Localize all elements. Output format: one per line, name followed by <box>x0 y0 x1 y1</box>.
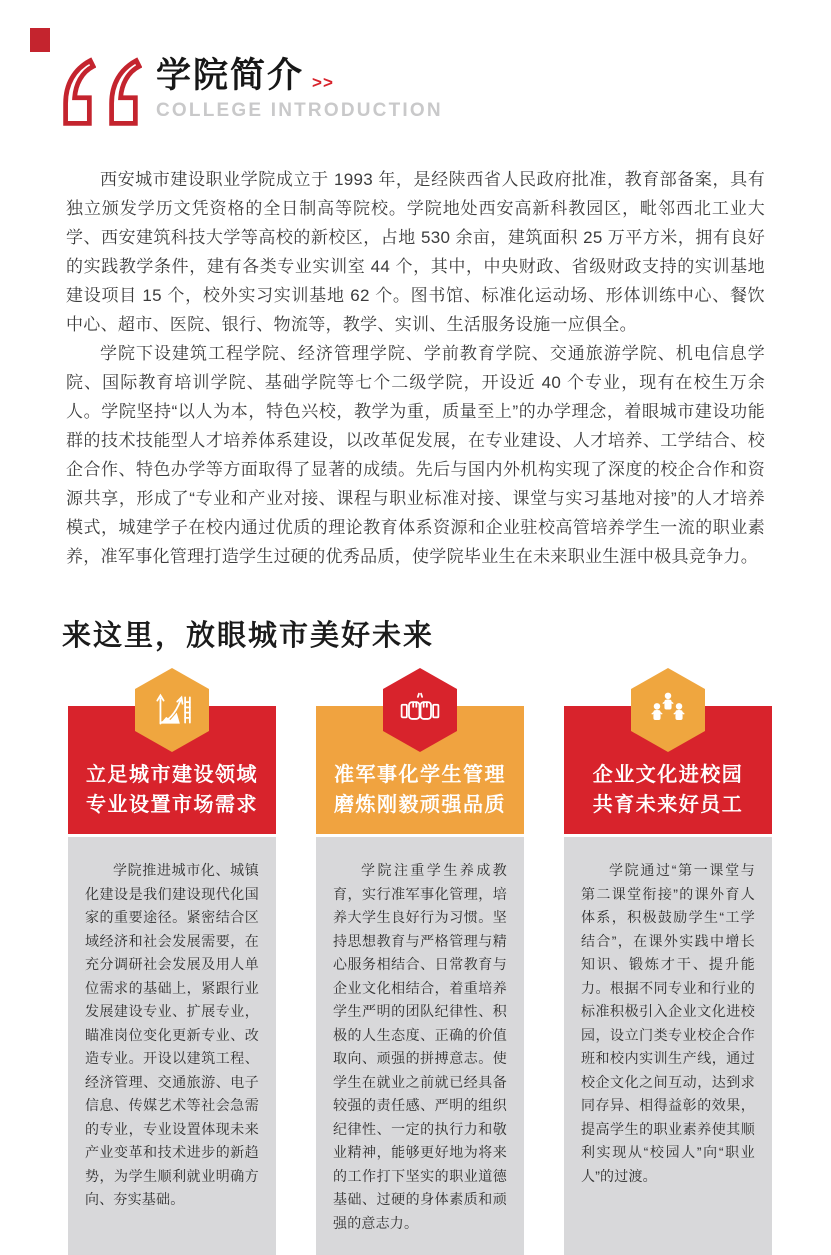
red-corner-square <box>30 28 50 52</box>
card-specialty-setup <box>68 668 276 1255</box>
card-title-line1: 企业文化进校园 <box>592 764 744 786</box>
card-enterprise-culture <box>564 668 772 1255</box>
card-title-line2: 专业设置市场需求 <box>86 794 258 816</box>
quote-mark-icon <box>104 55 142 129</box>
intro-paragraph: 西安城市建设职业学院成立于 1993 年，是经陕西省人民政府批准，教育部备案，具有独立颁发学历文凭资格的全日制高等院校。学院地处西安高新科教园区，毗邻西北工业大学、西安建筑科技大学等高校的新校区，占地 530 余亩，建筑面积 25 万平方米，拥有良好的实践教学条件，建有各类专业实训室 44 个，其中，中央财政、省级财政支持的实训基地建设项目 15 个，校外实习实训基地 62 个。图书馆、标准化运动场、形体训练中心、餐饮中心、超市、医院、银行、物流等，教学、实训、生活服务设施一应俱全。 <box>66 170 765 334</box>
card-title-line1: 准军事化学生管理 <box>334 764 506 786</box>
quotes-logo <box>58 55 142 129</box>
card-title-line1: 立足城市建设领域 <box>86 764 258 786</box>
college-introduction-text <box>66 165 765 571</box>
card-body-text: 学院注重学生养成教育，实行准军事化管理，培养大学生良好行为习惯。坚持思想教育与严格管理与精心服务相结合、日常教育与企业文化相结合，着重培养学生严明的团队纪律性、积极的人生态度、正确的价值取向、顽强的拼搏意志。使学生在就业之前就已经具备较强的责任感、严明的组织纪律性、一定的执行力和敬业精神，能够更好地为将来的工作打下坚实的职业道德基础、过硬的身体素质和顽强的意志力。 <box>333 862 507 1231</box>
card-title-line2: 共育未来好员工 <box>592 794 744 816</box>
fist-bump-icon <box>399 689 441 731</box>
section-title: 来这里，放眼城市美好未来 <box>62 620 435 652</box>
feature-cards <box>68 668 773 1255</box>
title-block <box>156 57 443 122</box>
page-title: 学院简介 <box>156 56 305 95</box>
card-body-text: 学院通过“第一课堂与第二课堂衔接”的课外育人体系，积极鼓励学生“工学结合”，在课外实践中增长知识、锻炼才干、提升能力。根据不同专业和行业的标准积极引入企业文化进校园，设立门类专业校企合作班和校内实训生产线，通过校企文化之间互动，达到求同存异、相得益彰的效果，提高学生的职业素养使其顺利实现从“校园人”向“职业人”的过渡。 <box>581 862 755 1184</box>
card-body-text: 学院推进城市化、城镇化建设是我们建设现代化国家的重要途径。紧密结合区域经济和社会发展需要，在充分调研社会发展及用人单位需求的基础上，紧跟行业发展建设专业、扩展专业，瞄准岗位变化更新专业、改造专业。开设以建筑工程、经济管理、交通旅游、电子信息、传媒艺术等社会急需的专业，专业设置体现未来产业变革和技术进步的新趋势，为学生顺利就业明确方向、夯实基础。 <box>85 862 259 1207</box>
card-military-management <box>316 668 524 1255</box>
intro-paragraph: 学院下设建筑工程学院、经济管理学院、学前教育学院、交通旅游学院、机电信息学院、国际教育培训学院、基础学院等七个二级学院，开设近 40 个专业，现有在校生万余人。学院坚持“以人为本，特色兴校，教学为重，质量至上”的办学理念，着眼城市建设功能群的技术技能型人才培养体系建设，以改革促发展，在专业建设、人才培养、工学结合、校企合作、特色办学等方面取得了显著的成绩。先后与国内外机构实现了深度的校企合作和资源共享，形成了“专业和产业对接、课程与职业标准对接、课堂与实习基地对接”的人才培养模式，城建学子在校内通过优质的理论教育体系资源和企业驻校高管培养学生一流的职业素养，准军事化管理打造学生过硬的优秀品质，使学院毕业生在未来职业生涯中极具竞争力。 <box>66 344 765 566</box>
card-body <box>316 837 524 1255</box>
team-people-icon <box>647 689 689 731</box>
growth-chart-icon <box>151 689 193 731</box>
quote-mark-icon <box>58 55 96 129</box>
card-title-line2: 磨炼刚毅顽强品质 <box>334 794 506 816</box>
page-subtitle-en: COLLEGE INTRODUCTION <box>156 99 443 121</box>
card-body <box>68 837 276 1255</box>
page-header <box>58 55 831 129</box>
card-body <box>564 837 772 1255</box>
title-arrows-icon: >> <box>312 72 334 92</box>
